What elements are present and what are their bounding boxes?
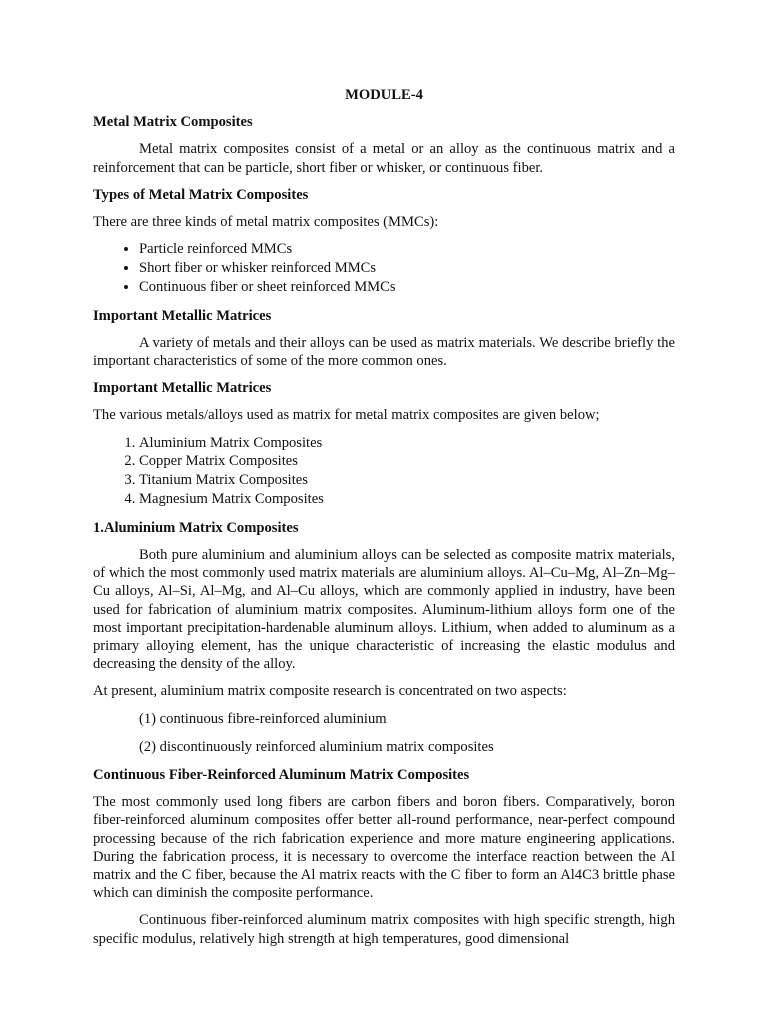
continuous-paragraph-1: The most commonly used long fibers are carbon fibers and boron fibers. Comparatively, boron fiber-reinforced aluminum composites offer better all-round performance, near-perfect compound processing because of the rich fabrication experience and more mature engineering applications. During the fabrication process, it is necessary to overcome the interface reaction between the Al matrix and the C fiber, because the Al matrix reacts with the C fiber to form an Al4C3 brittle phase which can diminish the composite performance. <box>93 794 675 902</box>
aluminium-heading: 1.Aluminium Matrix Composites <box>93 519 299 536</box>
document-page <box>93 86 675 957</box>
list-item: • Short fiber or whisker reinforced MMCs <box>139 259 675 278</box>
list-item: • Continuous fiber or sheet reinforced MMCs <box>139 278 675 297</box>
types-heading: Types of Metal Matrix Composites <box>93 186 309 203</box>
matrices-heading-2: Important Metallic Matrices <box>93 380 272 397</box>
types-intro-paragraph: There are three kinds of metal matrix composites (MMCs): <box>93 214 439 231</box>
matrices-heading-1: Important Metallic Matrices <box>93 307 272 324</box>
list-item: 4. Magnesium Matrix Composites <box>139 490 675 509</box>
list-item: • Particle reinforced MMCs <box>139 240 675 259</box>
research-item-1: (1) continuous fibre-reinforced aluminium <box>139 710 387 727</box>
continuous-heading: Continuous Fiber-Reinforced Aluminum Matrix Composites <box>93 767 470 784</box>
types-list <box>93 240 675 296</box>
mmc-heading: Metal Matrix Composites <box>93 114 253 131</box>
matrices-list <box>93 434 675 509</box>
continuous-paragraph-2: Continuous fiber-reinforced aluminum matrix composites with high specific strength, high specific modulus, relatively high strength at high temperatures, good dimensional <box>93 912 675 947</box>
research-intro-paragraph: At present, aluminium matrix composite research is concentrated on two aspects: <box>93 683 567 700</box>
mmc-intro-paragraph: Metal matrix composites consist of a metal or an alloy as the continuous matrix and a reinforcement that can be particle, short fiber or whisker, or continuous fiber. <box>93 141 675 176</box>
list-item: 1. Aluminium Matrix Composites <box>139 434 675 453</box>
matrices-intro-paragraph-2: The various metals/alloys used as matrix for metal matrix composites are given below; <box>93 407 600 424</box>
aluminium-paragraph: Both pure aluminium and aluminium alloys can be selected as composite matrix materials, of which the most commonly used matrix materials are aluminium alloys. Al–Cu–Mg, Al–Zn–Mg–Cu alloys, Al–Si, Al–Mg, and Al–Cu alloys, which are commonly applied in industry, have been used for fabrication of aluminium matrix composites. Aluminum-lithium alloys form one of the most important precipitation-hardenable aluminum alloys. Lithium, when added to aluminum as a primary alloying element, has the unique characteristic of increasing the elastic modulus and decreasing the density of the alloy. <box>93 547 675 673</box>
list-item: 3. Titanium Matrix Composites <box>139 471 675 490</box>
module-title: MODULE-4 <box>345 87 423 103</box>
list-item: 2. Copper Matrix Composites <box>139 452 675 471</box>
research-item-2: (2) discontinuously reinforced aluminium matrix composites <box>139 738 494 755</box>
matrices-intro-paragraph-1: A variety of metals and their alloys can be used as matrix materials. We describe briefly the important characteristics of some of the more common ones. <box>93 334 675 370</box>
